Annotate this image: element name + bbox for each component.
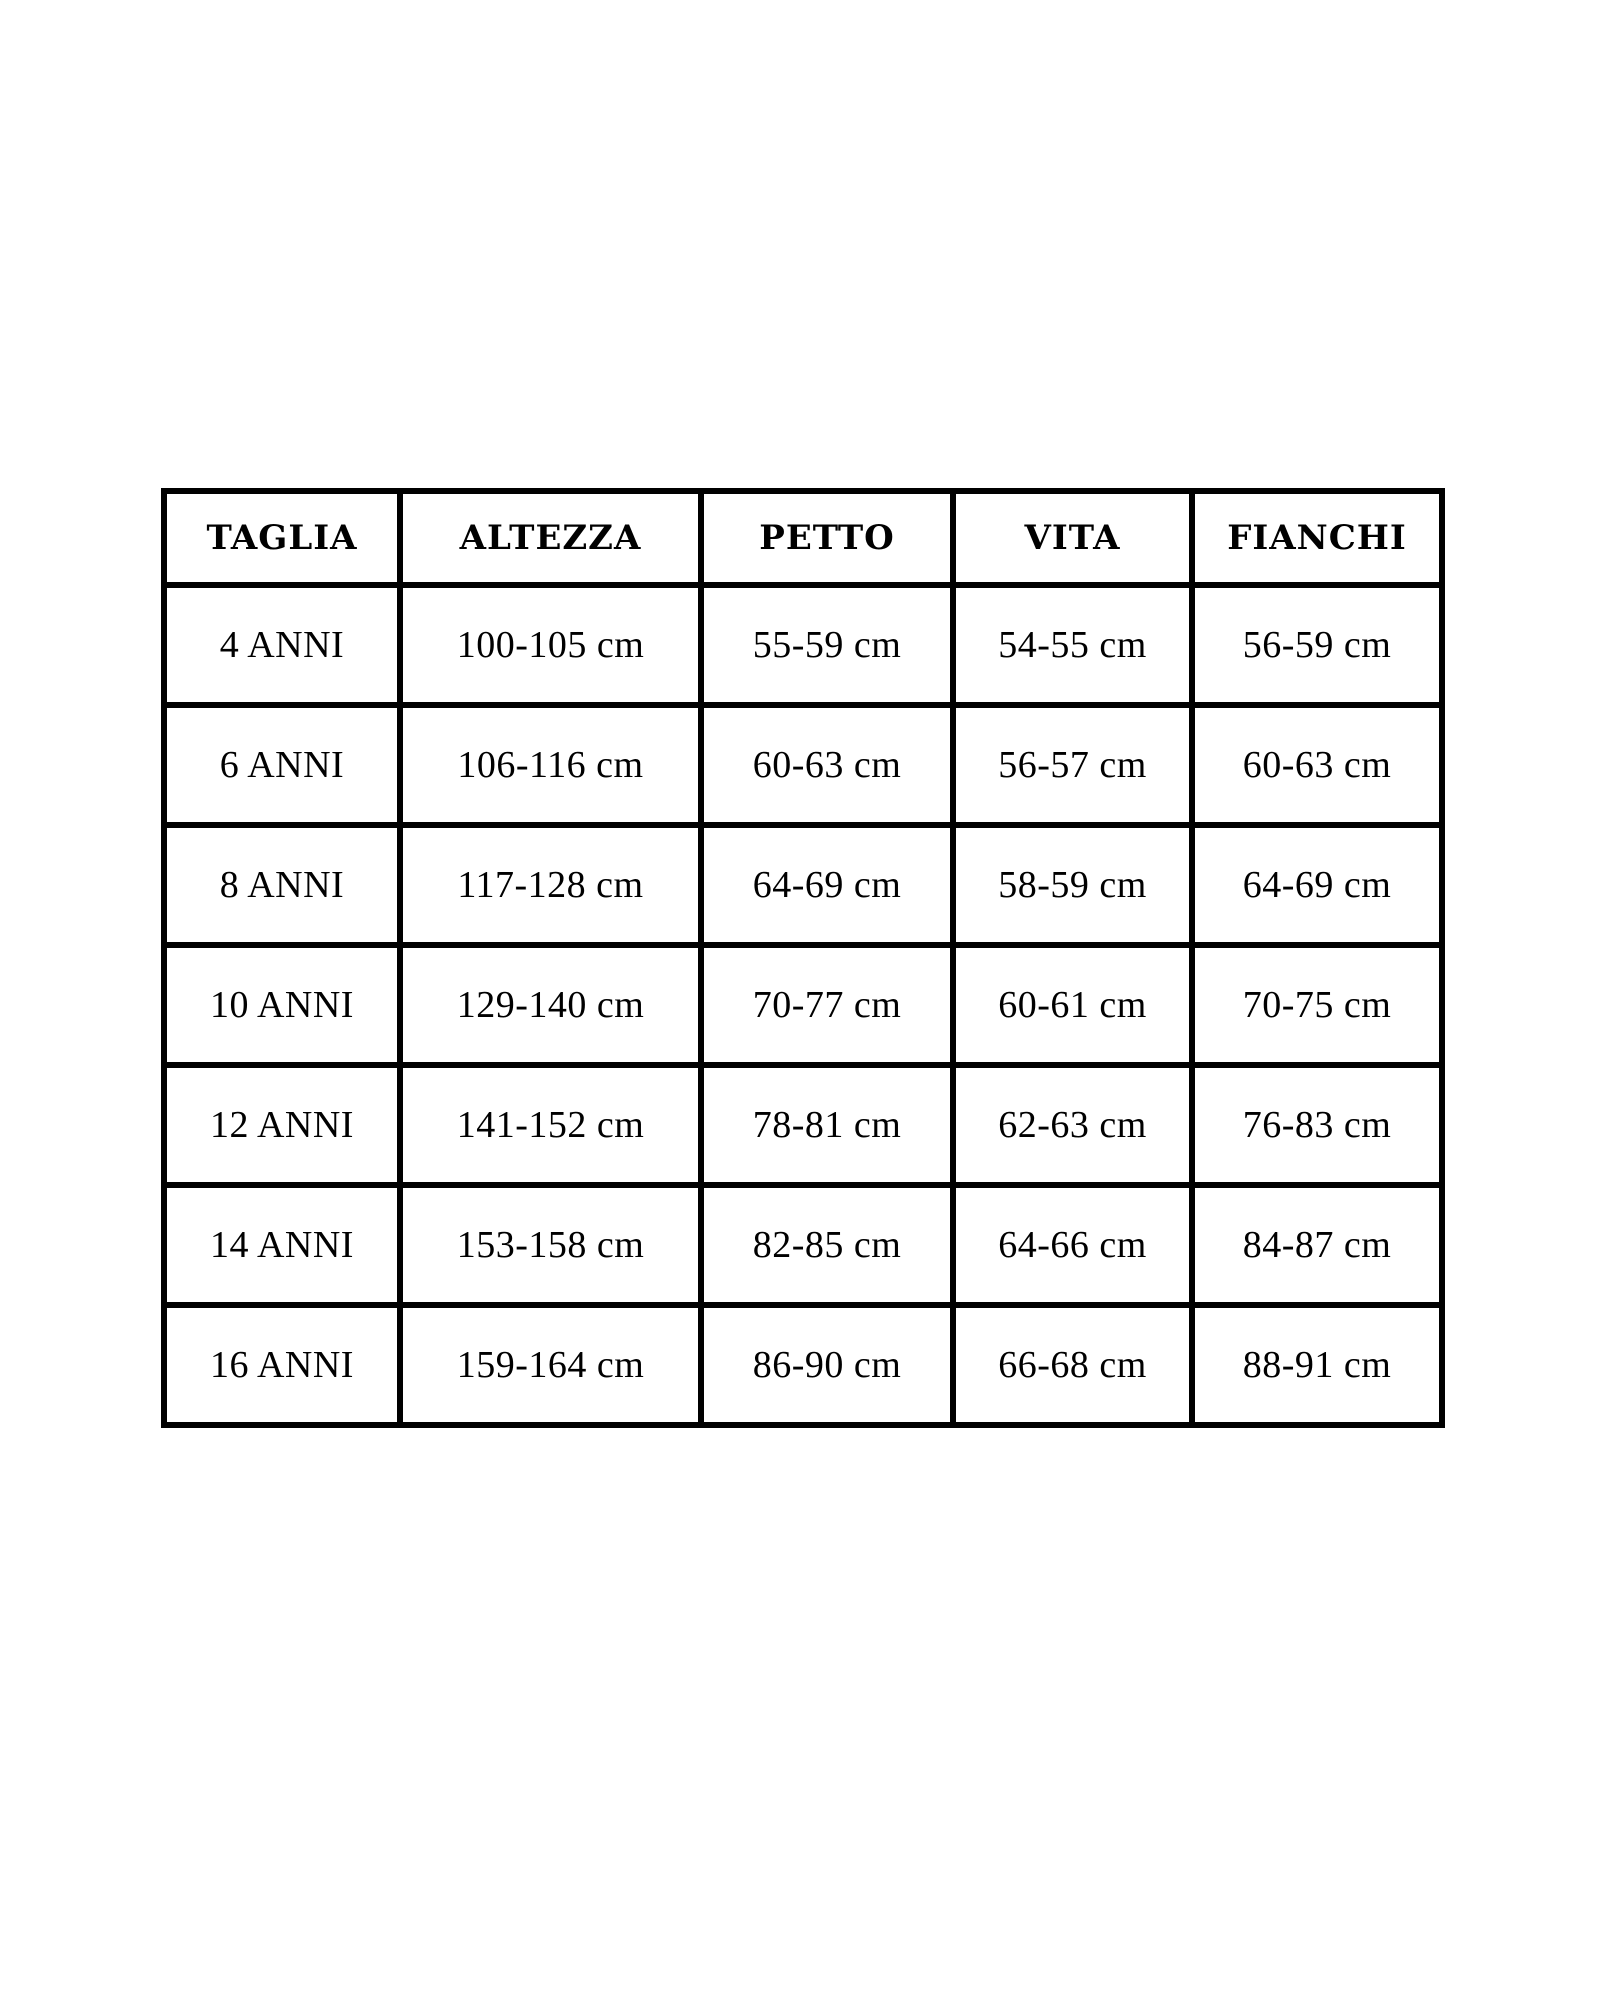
table-row xyxy=(164,945,1442,1065)
cell-fianchi: 64-69 cm xyxy=(1192,825,1442,945)
size-chart-table xyxy=(161,488,1445,1428)
cell-altezza: 106-116 cm xyxy=(400,705,701,825)
cell-altezza: 117-128 cm xyxy=(400,825,701,945)
cell-fianchi: 56-59 cm xyxy=(1192,585,1442,705)
cell-altezza: 129-140 cm xyxy=(400,945,701,1065)
cell-petto: 82-85 cm xyxy=(701,1185,953,1305)
cell-altezza: 141-152 cm xyxy=(400,1065,701,1185)
cell-petto: 55-59 cm xyxy=(701,585,953,705)
cell-vita: 58-59 cm xyxy=(953,825,1192,945)
cell-petto: 60-63 cm xyxy=(701,705,953,825)
table-row xyxy=(164,1065,1442,1185)
cell-vita: 62-63 cm xyxy=(953,1065,1192,1185)
column-header-petto: PETTO xyxy=(701,491,953,585)
cell-taglia: 8 ANNI xyxy=(164,825,400,945)
cell-petto: 70-77 cm xyxy=(701,945,953,1065)
cell-taglia: 6 ANNI xyxy=(164,705,400,825)
cell-vita: 64-66 cm xyxy=(953,1185,1192,1305)
cell-petto: 64-69 cm xyxy=(701,825,953,945)
table-row xyxy=(164,1305,1442,1425)
table-row xyxy=(164,825,1442,945)
cell-taglia: 4 ANNI xyxy=(164,585,400,705)
cell-vita: 56-57 cm xyxy=(953,705,1192,825)
header-row xyxy=(164,491,1442,585)
cell-vita: 54-55 cm xyxy=(953,585,1192,705)
cell-altezza: 159-164 cm xyxy=(400,1305,701,1425)
cell-vita: 66-68 cm xyxy=(953,1305,1192,1425)
cell-taglia: 12 ANNI xyxy=(164,1065,400,1185)
cell-altezza: 100-105 cm xyxy=(400,585,701,705)
cell-taglia: 10 ANNI xyxy=(164,945,400,1065)
column-header-fianchi: FIANCHI xyxy=(1192,491,1442,585)
table-row xyxy=(164,1185,1442,1305)
cell-taglia: 16 ANNI xyxy=(164,1305,400,1425)
column-header-vita: VITA xyxy=(953,491,1192,585)
cell-fianchi: 70-75 cm xyxy=(1192,945,1442,1065)
cell-fianchi: 76-83 cm xyxy=(1192,1065,1442,1185)
table-row xyxy=(164,585,1442,705)
column-header-altezza: ALTEZZA xyxy=(400,491,701,585)
cell-fianchi: 88-91 cm xyxy=(1192,1305,1442,1425)
cell-fianchi: 84-87 cm xyxy=(1192,1185,1442,1305)
column-header-taglia: TAGLIA xyxy=(164,491,400,585)
cell-vita: 60-61 cm xyxy=(953,945,1192,1065)
cell-taglia: 14 ANNI xyxy=(164,1185,400,1305)
cell-fianchi: 60-63 cm xyxy=(1192,705,1442,825)
cell-altezza: 153-158 cm xyxy=(400,1185,701,1305)
cell-petto: 78-81 cm xyxy=(701,1065,953,1185)
table-row xyxy=(164,705,1442,825)
cell-petto: 86-90 cm xyxy=(701,1305,953,1425)
